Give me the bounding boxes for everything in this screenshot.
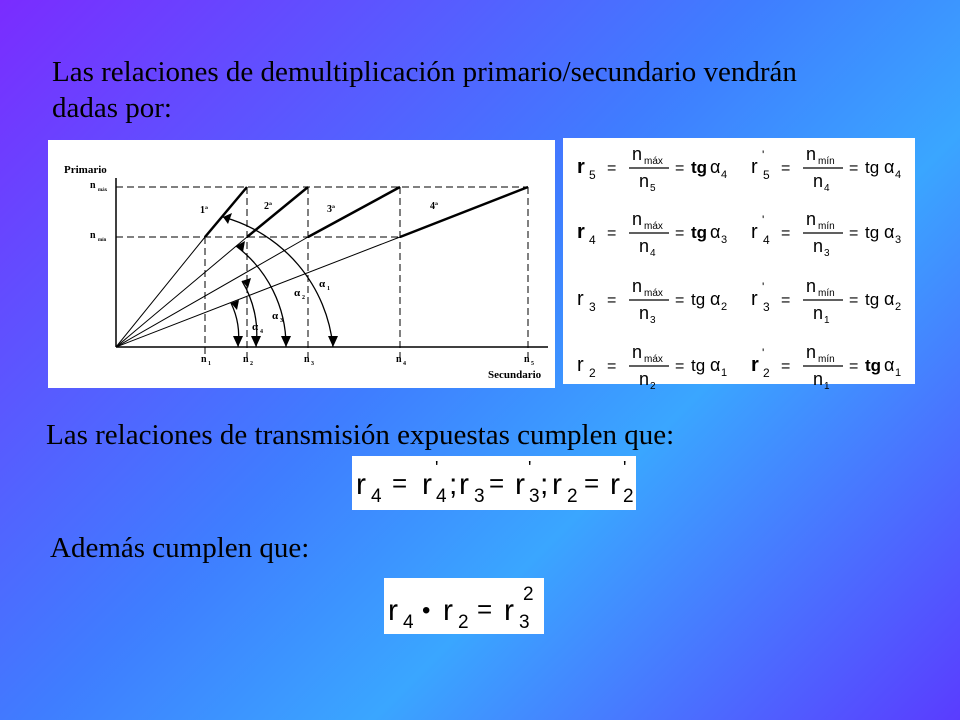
right-formula-0-tg: tg [865,158,880,177]
right-formula-2-equals-2: = [849,292,859,309]
right-formula-0-numerator: n [806,144,817,164]
right-formula-2-equals: = [781,292,791,309]
x-tick-n1-sub: 1 [208,361,211,367]
left-formula-2-tg: tg [691,290,706,309]
left-formula-1-numerator-sub: máx [644,221,663,232]
eq2-dot: • [422,597,431,624]
right-formula-3-numerator: n [806,342,817,362]
formula-panel [563,138,915,392]
alpha-2-main: α [294,287,301,299]
left-formula-1-equals-2: = [675,225,685,242]
left-formula-0-numerator-sub: máx [644,156,663,167]
alpha-3-main: α [272,310,279,322]
right-formula-2-r-index: 3 [763,300,770,314]
left-formula-3-equals-2: = [675,358,685,375]
right-formula-1-alpha-index: 3 [895,234,902,246]
left-formula-0-equals: = [607,160,617,177]
alpha-4-sub: 4 [260,329,263,335]
left-formula-2-r: r [577,288,584,310]
left-formula-0-r: r [577,156,585,178]
x-tick-n1 [201,354,211,367]
right-formula-3-equals: = [781,358,791,375]
right-formula-2-denominator-sub: 1 [824,315,830,326]
left-formula-3-numerator-sub: máx [644,354,663,365]
x-tick-n3 [304,354,314,367]
right-formula-3-denominator: n [813,369,824,389]
right-formula-1-tg: tg [865,223,880,242]
eq1-semicolon-1: ; [449,468,458,501]
alpha-4-arrow [233,336,243,347]
left-formula-1-alpha-index: 3 [721,234,728,246]
x-tick-n4-main: n [396,354,402,365]
eq1-r2p-r: r [610,468,620,501]
eq1-r2-i: 2 [567,486,578,507]
right-formula-1-numerator: n [806,209,817,229]
eq1-r3p-i: 3 [529,486,540,507]
right-formula-0-denominator-sub: 4 [824,183,830,194]
y-axis-label: Primario [64,164,107,176]
alpha-2-label [294,287,305,301]
eq1-r4p-prime: ' [435,458,439,478]
gear-label-2: 2ª [264,201,272,212]
right-formula-0-denominator: n [813,171,824,191]
eq2-r4-i: 4 [403,612,414,633]
formula-svg [563,138,915,392]
left-formula-0-alpha: α [710,157,721,177]
right-formula-3-prime: ' [762,346,765,360]
eq2-r4-r: r [388,594,398,627]
left-formula-3-alpha: α [710,355,721,375]
y-tick-nmin-sub: mín [98,238,107,243]
right-formula-2-alpha-index: 2 [895,301,902,313]
left-formula-0-denominator: n [639,171,650,191]
right-formula-0-r-index: 5 [763,168,770,182]
alpha-2-sub: 2 [302,295,305,301]
eq1-r2p-i: 2 [623,486,634,507]
left-formula-2-numerator: n [632,276,643,296]
gear-label-3: 3ª [327,204,335,215]
left-formula-2-denominator-sub: 3 [650,315,656,326]
alpha-1-sub: 1 [327,286,330,292]
alpha-4-label [252,321,263,335]
x-tick-n3-sub: 3 [311,361,314,367]
diagram-svg [48,140,555,388]
ray-1 [116,237,205,347]
left-formula-0-equals-2: = [675,160,685,177]
y-tick-nmax-main: n [90,180,96,191]
right-formula-2-alpha: α [884,289,895,309]
alpha-3-sub: 3 [280,318,283,324]
ademas-equation-svg [384,578,544,634]
right-formula-0-r: r [751,156,758,178]
eq1-r3-i: 3 [474,486,485,507]
left-formula-3-alpha-index: 1 [721,367,728,379]
right-formula-1-equals-2: = [849,225,859,242]
eq2-r2-i: 2 [458,612,469,633]
eq2-r2-r: r [443,594,453,627]
right-formula-0-numerator-sub: mín [818,156,835,167]
eq1-r4-i: 4 [371,486,382,507]
left-formula-0-tg: tg [691,158,708,177]
right-formula-3-numerator-sub: mín [818,354,835,365]
x-tick-n5-sub: 5 [531,361,534,367]
gear-2-segment [247,187,308,237]
left-formula-1-tg: tg [691,223,708,242]
right-formula-1-equals: = [781,225,791,242]
left-formula-1-numerator: n [632,209,643,229]
gear-3-segment [308,187,400,237]
eq1-semicolon-2: ; [540,468,549,501]
right-formula-2-prime: ' [762,280,765,294]
right-formula-3-equals-2: = [849,358,859,375]
left-formula-2-denominator: n [639,303,650,323]
right-formula-3-alpha: α [884,355,895,375]
left-formula-2-alpha: α [710,289,721,309]
eq2-r3-i: 3 [519,612,530,633]
left-formula-1-r-index: 4 [589,233,596,247]
x-tick-n1-main: n [201,354,207,365]
left-formula-0-alpha-index: 4 [721,169,728,181]
right-formula-3-r: r [751,354,759,376]
right-formula-1-r: r [751,221,758,243]
gear-label-1: 1ª [200,205,208,216]
left-formula-0-denominator-sub: 5 [650,183,656,194]
right-formula-2-numerator: n [806,276,817,296]
ray-2 [116,237,247,347]
transmission-equation-svg [352,456,636,510]
right-formula-2-denominator: n [813,303,824,323]
alpha-1-main: α [319,278,326,290]
alpha-2-arrow [281,336,291,347]
left-formula-3-tg: tg [691,356,706,375]
eq1-r2-r: r [552,468,562,501]
gear-label-4: 4ª [430,201,438,212]
eq1-r3p-prime: ' [528,458,532,478]
left-formula-1-equals: = [607,225,617,242]
left-formula-1-r: r [577,221,585,243]
left-formula-1-denominator: n [639,236,650,256]
ray-3 [116,237,308,347]
eq2-r3-r: r [504,594,514,627]
right-formula-1-r-index: 4 [763,233,770,247]
eq1-equals-1: = [392,468,408,498]
left-formula-3-denominator: n [639,369,650,389]
x-tick-n5 [524,354,534,367]
x-tick-n4 [396,354,406,367]
right-formula-0-equals: = [781,160,791,177]
left-formula-3-denominator-sub: 2 [650,381,656,392]
alpha-3-arrow [251,336,261,347]
right-formula-3-r-index: 2 [763,366,770,380]
gear-1-segment [205,187,247,237]
left-formula-1-denominator-sub: 4 [650,248,656,259]
eq1-r4-r: r [356,468,366,501]
right-formula-0-equals-2: = [849,160,859,177]
right-formula-0-prime: ' [762,148,765,162]
left-formula-0-r-index: 5 [589,168,596,182]
right-formula-3-alpha-index: 1 [895,367,902,379]
left-formula-3-r: r [577,354,584,376]
right-formula-3-tg: tg [865,356,882,375]
y-tick-nmin-main: n [90,230,96,241]
x-tick-n4-sub: 4 [403,361,406,367]
left-formula-2-r-index: 3 [589,300,596,314]
intro-line-1: Las relaciones de demultiplicación primario/secundario vendrán [52,56,797,88]
transmission-equation [352,456,636,510]
right-formula-0-alpha-index: 4 [895,169,902,181]
right-formula-1-denominator: n [813,236,824,256]
right-formula-1-numerator-sub: mín [818,221,835,232]
y-tick-nmin [90,230,107,243]
gear-4-segment [400,187,528,237]
eq1-r4p-i: 4 [436,486,447,507]
ademas-equation [384,578,544,634]
right-formula-1-denominator-sub: 3 [824,248,830,259]
left-formula-3-r-index: 2 [589,366,596,380]
eq1-equals-2: = [489,468,505,498]
right-formula-1-prime: ' [762,213,765,227]
right-formula-3-denominator-sub: 1 [824,381,830,392]
x-tick-n3-main: n [304,354,310,365]
x-tick-n5-main: n [524,354,530,365]
alpha-1-label [319,278,330,292]
eq1-r2p-prime: ' [623,458,627,478]
right-formula-2-r: r [751,288,758,310]
eq2-equals: = [477,594,493,624]
left-formula-0-numerator: n [632,144,643,164]
left-formula-3-equals: = [607,358,617,375]
right-formula-2-tg: tg [865,290,880,309]
y-tick-nmax-sub: máx [98,188,108,193]
eq2-exp: 2 [523,584,534,605]
left-formula-2-equals: = [607,292,617,309]
left-formula-3-numerator: n [632,342,643,362]
x-axis-label: Secundario [488,369,542,381]
x-tick-n2-main: n [243,354,249,365]
left-formula-2-equals-2: = [675,292,685,309]
alpha-1-arrow [328,336,338,347]
left-formula-1-alpha: α [710,222,721,242]
eq1-equals-3: = [584,468,600,498]
right-formula-2-numerator-sub: mín [818,288,835,299]
left-formula-2-numerator-sub: máx [644,288,663,299]
intro-line-2: dadas por: [52,92,172,124]
y-tick-nmax [90,180,108,193]
x-tick-n2-sub: 2 [250,361,253,367]
left-formula-2-alpha-index: 2 [721,301,728,313]
eq1-r3p-r: r [515,468,525,501]
right-formula-0-alpha: α [884,157,895,177]
eq1-r3-r: r [459,468,469,501]
right-formula-1-alpha: α [884,222,895,242]
alpha-4-main: α [252,321,259,333]
transmission-text: Las relaciones de transmisión expuestas cumplen que: [46,419,675,451]
ademas-text: Además cumplen que: [50,532,310,564]
gear-ratio-diagram [48,140,555,388]
eq1-r4p-r: r [422,468,432,501]
x-tick-n2 [243,354,253,367]
